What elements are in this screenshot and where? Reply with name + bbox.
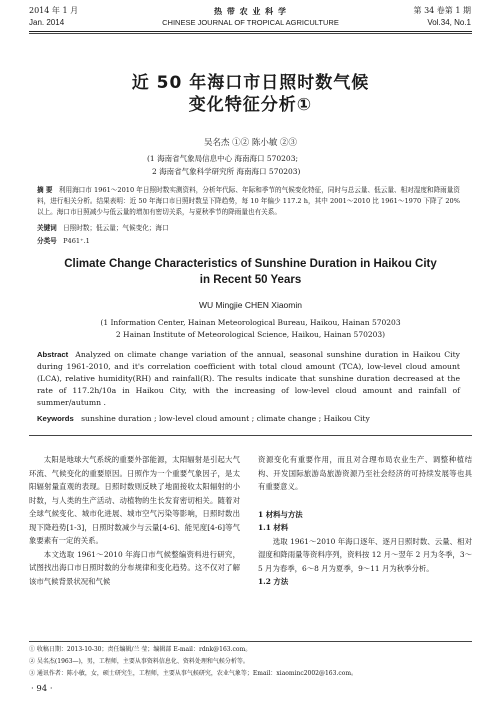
abstract-en-line-4: rate of 117.2h/10a in Haikou City, with the increasing of low-level cloud amount and rainfall of [37, 386, 460, 395]
abstract-en [37, 349, 460, 409]
title-en-line2: in Recent 50 Years [199, 274, 302, 286]
section-heading-1-1: 1.1 材料 [258, 523, 289, 532]
authors-cn: 吴名杰 ①② 陈小敏 ②③ [203, 138, 298, 148]
body-paragraph-2: 本文选取 1961～2010 年海口市气候整编资料进行研究，试图找出海口市日照时数的分布规律和变化趋势。这不仅对了解该市气候背景状况和气候 [29, 549, 240, 586]
header-rule-thin [29, 33, 472, 34]
page-number: · 94 · [31, 684, 53, 694]
affiliation-cn-2: 2 海南省气象科学研究所 海南海口 570203) [152, 167, 301, 176]
keywords-en-label: Keywords [37, 414, 74, 423]
header-date-cn: 2014 年 1 月 [29, 6, 79, 15]
body-paragraph-3: 资源变化有重要作用，而且对合理布局农业生产、调整种植结构、开发国际旅游岛旅游资源乃至社会经济的可持续发展等也具有重要意义。 [258, 455, 472, 491]
header-volume-en: Vol.34, No.1 [427, 18, 471, 27]
affiliation-en-1: (1 Information Center, Hainan Meteorological Bureau, Haikou, Hainan 570203 [100, 318, 401, 327]
abstract-en-line-3: (LCA), relative humidity(RH) and rainfall(R). The results indicate that sunshine duration decreased at the [37, 374, 460, 383]
section-heading-1: 1 材料与方法 [258, 509, 303, 519]
journal-name-en: CHINESE JOURNAL OF TROPICAL AGRICULTURE [162, 18, 339, 27]
affiliation-cn-1: (1 海南省气象局信息中心 海南海口 570203; [147, 154, 299, 163]
section-heading-1-2: 1.2 方法 [258, 577, 289, 586]
abstract-en-label: Abstract [37, 350, 69, 359]
abstract-divider [29, 435, 472, 436]
journal-name-cn: 热 带 农 业 科 学 [214, 6, 287, 16]
classification-cn-text: P461⁺.1 [63, 237, 90, 245]
affiliation-en-2: 2 Hainan Institute of Meteorological Science, Haikou, Hainan 570203) [115, 330, 386, 339]
title-cn-line1: 近 50 年海口市日照时数气候 [131, 73, 370, 93]
body-paragraph-materials: 选取 1961～2010 年海口逐年、逐月日照时数、云量、相对湿度和降雨量等资料序列，资料按 12 月～翌年 2 月为冬季，3～5 月为春季，6～8 月为夏季，9～11 月为秋季分析。 [258, 536, 472, 573]
classification-cn [37, 236, 90, 246]
keywords-cn-text: 日照时数；低云量；气候变化；海口 [63, 224, 169, 232]
abstract-en-line-1: Analyzed on climate change variation of the annual, seasonal sunshine duration in Haikou City [75, 350, 460, 359]
title-en-line1: Climate Change Characteristics of Sunshine Duration in Haikou City [64, 258, 437, 270]
footnote-2: ② 吴名杰(1963—)，男，工程师，主要从事资料信息化、资料处理和气候分析等。 [29, 658, 249, 665]
body-paragraph-1: 太阳是地球大气系统的重要外部能源，太阳辐射是引起大气环流、气候变化的重要原因。日照作为一个重要气象因子，是太阳辐射量直观的表现。日照时数则反映了地面接收太阳辐射的小时数，与人类的生产活动、动植物的生长发育密切相关。随着对全球气候变化、城市化进展、城市空气污染等影响，日照时数出现下降趋势[1-3]，日照时数减少与云量[4-6]、能见度[4-6]等气象要素有一定的关系。 [29, 455, 240, 545]
footnote-rule [29, 641, 472, 642]
abstract-en-line-2: during 1961-2010, and it's correlation coefficient with total cloud amount (TCA), low-level cloud amount [37, 362, 460, 371]
abstract-cn-text: 利用海口市 1961～2010 年日照时数实测资料，分析年代际、年际和季节的气候变化特征，同时与总云量、低云量、相对湿度和降雨量资料，进行相关分析。结果表明：近 50 年海口市日照时数呈下降趋势，每 10 年偏少 117.2 h，其中 2001～2010 比 1961～1970 下降了 20%以上。海口市日照减少与低云量的增加有密切关系，与夏秋季节的降雨量也有关系。 [37, 186, 460, 217]
abstract-cn [37, 185, 460, 219]
keywords-cn-label: 关键词 [37, 224, 57, 232]
header-rule [29, 31, 472, 32]
header-volume-cn: 第 34 卷第 1 期 [413, 6, 471, 15]
keywords-en-text: sunshine duration ; low-level cloud amount ; climate change ; Haikou City [81, 414, 370, 423]
footnote-1: ① 收稿日期：2013-10-30；责任编辑/兰 莹；编辑部 E-mail：rdnk@163.com。 [29, 646, 252, 653]
keywords-en [37, 413, 460, 425]
title-cn-line2: 变化特征分析① [188, 95, 313, 115]
classification-cn-label: 分类号 [37, 237, 57, 245]
footnote-3: ③ 通讯作者：陈小敏，女，硕士研究生，工程师，主要从事气候研究，农业气象等；Email：xiaominc2002@163.com。 [29, 670, 358, 677]
authors-en: WU Mingjie CHEN Xiaomin [199, 300, 302, 310]
body-left-column [29, 453, 240, 588]
keywords-cn [37, 223, 169, 233]
abstract-en-line-5: summer/autumn . [37, 398, 106, 407]
body-right-column [258, 453, 472, 589]
abstract-cn-label: 摘 要 [37, 186, 53, 194]
header-date-en: Jan. 2014 [29, 18, 65, 27]
